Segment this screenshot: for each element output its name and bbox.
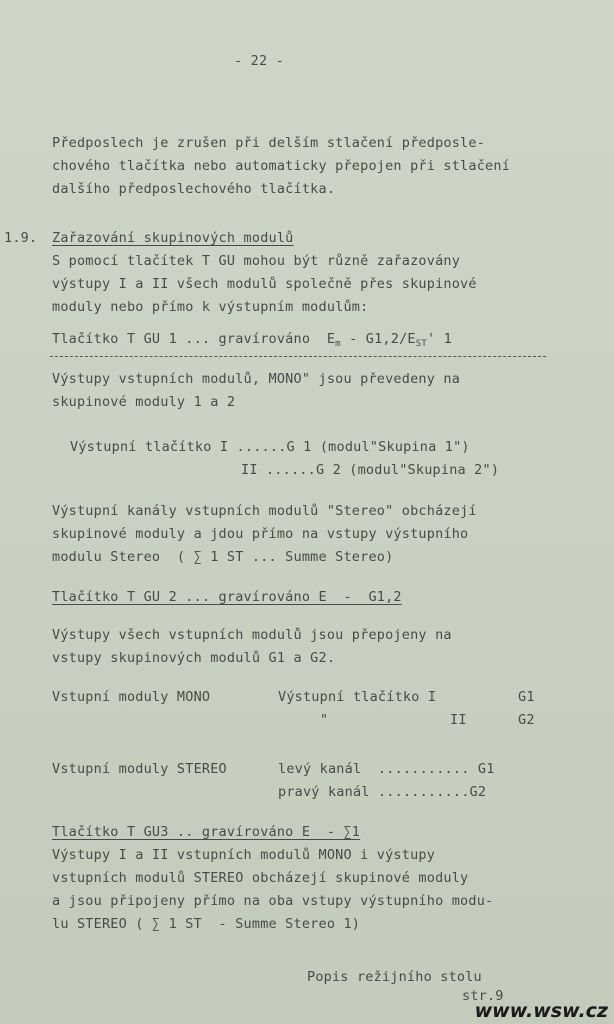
gu2-desc-2: vstupy skupinových modulů G1 a G2. [52,650,336,666]
gu2-mono-g2: G2 [518,712,535,728]
gu1-output-2: II ......G 2 (modul"Skupina 2") [241,462,500,478]
gu2-stereo-label: Vstupní moduly STEREO [52,761,227,777]
gu2-heading: Tlačítko T GU 2 ... gravírováno E - G1,2 [52,589,402,605]
gu1-stereo-3: modulu Stereo ( ∑ 1 ST ... Summe Stereo) [52,549,394,565]
gu2-mono-label: Vstupní moduly MONO [52,689,211,705]
gu2-right-channel: pravý kanál ...........G2 [278,784,487,800]
gu1-desc-2: skupinové moduly 1 a 2 [52,394,236,410]
gu2-mono-output-2: II [450,712,467,728]
gu1-desc-1: Výstupy vstupních modulů, MONO" jsou převedeny na [52,371,461,387]
gu3-desc-2: vstupních modulů STEREO obcházejí skupinové moduly [52,870,469,886]
section-title: Zařazování skupinových modulů [52,230,294,246]
section-line-1: S pomocí tlačítek T GU mohou být různě zařazovány [52,253,461,269]
gu3-desc-4: lu STEREO ( ∑ 1 ST - Summe Stereo 1) [52,916,361,932]
gu2-mono-g1: G1 [518,689,535,705]
gu1-stereo-1: Výstupní kanály vstupních modulů "Stereo" obcházejí [52,503,477,519]
gu3-desc-1: Výstupy I a II vstupních modulů MONO i výstupy [52,847,436,863]
gu3-desc-3: a jsou připojeny přímo na oba vstupy výstupního modu- [52,893,494,909]
intro-line-2: chového tlačítka nebo automaticky přepojen při stlačení [52,158,511,174]
gu1-output-1: Výstupní tlačítko I ......G 1 (modul"Skupina 1") [70,439,470,455]
footer-title: Popis režijního stolu [307,969,482,985]
intro-line-1: Předposlech je zrušen při delším stlačení předposle- [52,135,486,151]
intro-line-3: dalšího předposlechového tlačítka. [52,181,336,197]
gu1-stereo-2: skupinové moduly a jdou přímo na vstupy výstupního [52,526,469,542]
gu1-heading: Tlačítko T GU 1 ... gravírováno $E_m - G1,2/E_{ST}'$ 1 [52,331,452,349]
footer-page: str.9 [462,988,504,1004]
watermark-link[interactable]: www.wsw.cz [474,1000,608,1022]
gu2-mono-output-1: Výstupní tlačítko I [278,689,437,705]
gu2-desc-1: Výstupy všech vstupních modulů jsou přepojeny na [52,627,452,643]
section-line-3: moduly nebo přímo k výstupním modulům: [52,299,369,315]
gu3-heading: Tlačítko T GU3 .. gravírováno E - ∑1 [52,824,361,840]
gu2-left-channel: levý kanál ........... G1 [278,761,495,777]
gu1-divider [50,356,546,357]
section-number: 1.9. [4,230,38,246]
gu2-mono-ditto: " [320,712,329,728]
section-line-2: výstupy I a II všech modulů společně přes skupinové [52,276,477,292]
page-number: - 22 - [234,53,284,69]
